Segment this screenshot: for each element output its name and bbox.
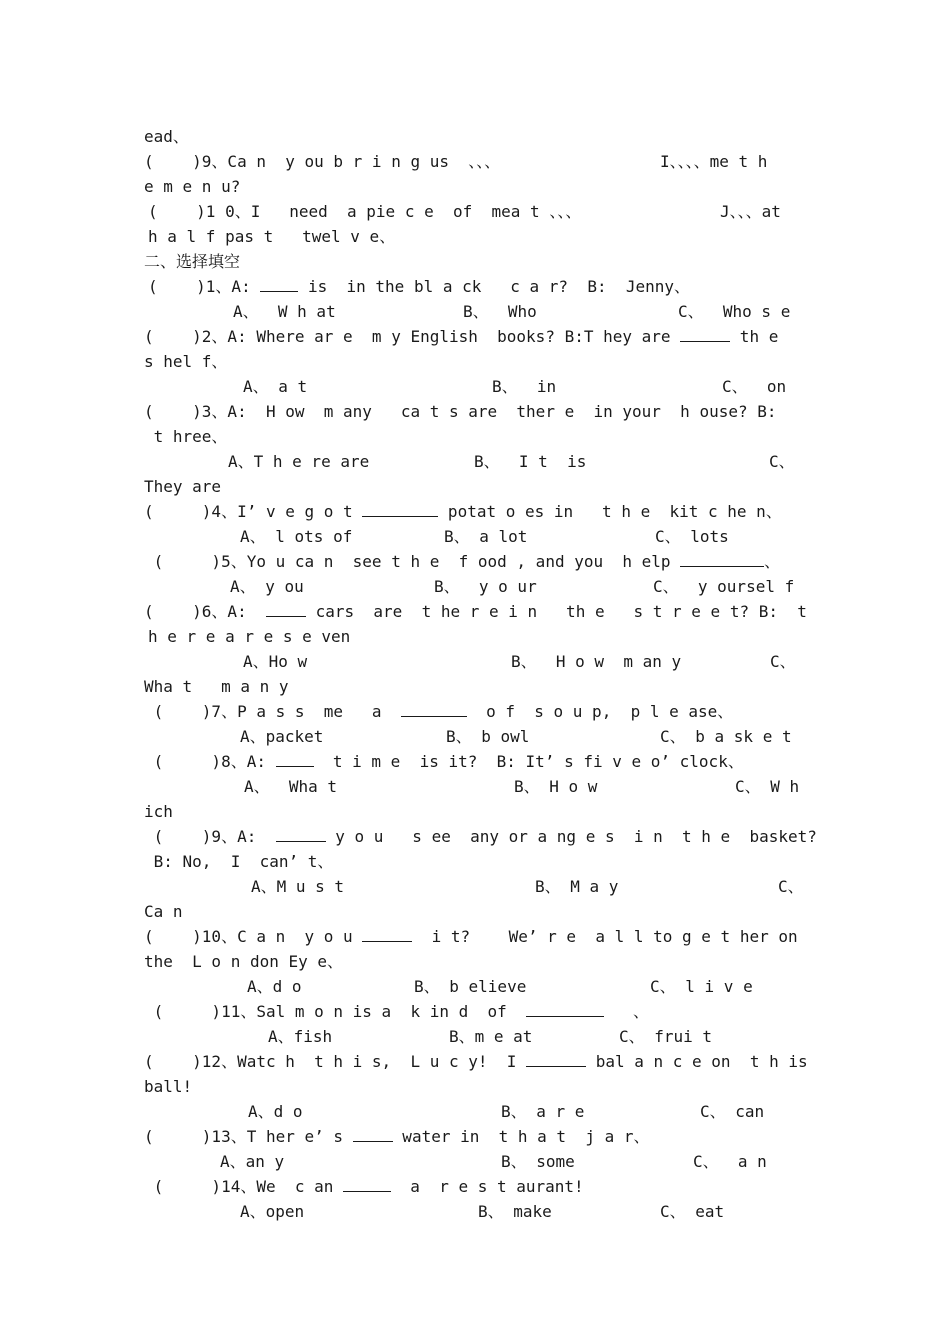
answer-blank[interactable] (343, 1175, 391, 1192)
question-13 (0, 1124, 950, 1149)
question-6 (0, 599, 950, 624)
question-stem: ( )12、Watc h t h i s, L u c y! I bal a n c e on t h is (144, 1052, 808, 1071)
question-3-cont (0, 424, 950, 449)
answer-blank[interactable] (353, 1125, 393, 1142)
option-a: A、fish (268, 1027, 333, 1046)
question-2 (0, 324, 950, 349)
question-3-options (0, 449, 950, 474)
question-6-option-c-cont (0, 674, 950, 699)
part1-q9-text-cont: e m e n u? (144, 177, 241, 196)
answer-blank[interactable] (362, 500, 438, 517)
question-1-options (0, 299, 950, 324)
question-13-options (0, 1149, 950, 1174)
question-3-option-c-cont (0, 474, 950, 499)
text-ead: ead、 (144, 127, 189, 146)
question-6-options (0, 649, 950, 674)
question-stem: ( )5、Yo u ca n see t h e f ood , and you h elp 、 (144, 552, 781, 571)
option-a: A、Ho w (243, 652, 308, 671)
question-stem: ( )4、I’ v e g o t potat o es in t h e kit c he n、 (144, 502, 782, 521)
option-b: B、 H o w m an y (511, 652, 682, 671)
option-a: A、 y ou (230, 577, 304, 596)
question-10 (0, 924, 950, 949)
question-stem-cont: B: No, I can’ t、 (144, 852, 334, 871)
option-a: A、 Wha t (244, 777, 338, 796)
question-stem: ( )8、A: t i m e is it? B: It’ s fi v e o’ clock、 (144, 752, 744, 771)
option-a: A、T h e re are (228, 452, 370, 471)
question-9-cont (0, 849, 950, 874)
question-10-options (0, 974, 950, 999)
option-b: B、 make (478, 1202, 552, 1221)
part1-q10-text: ( )1 0、I need a pie c e of mea t 、、、 (148, 202, 582, 221)
part1-q10-text-cont: h a l f pas t twel v e、 (148, 227, 396, 246)
part1-q10-line (0, 199, 950, 224)
question-stem: ( )13、T her e’ s water in t h a t j a r、 (144, 1127, 650, 1146)
part1-q9-cont (0, 174, 950, 199)
option-b: B、 b elieve (414, 977, 527, 996)
option-b: B、 H o w (514, 777, 598, 796)
option-a: A、d o (248, 1102, 303, 1121)
question-stem: ( )3、A: H ow m any ca t s are ther e in your h ouse? B: (144, 402, 777, 421)
option-a: A、an y (220, 1152, 285, 1171)
option-a: A、d o (247, 977, 302, 996)
question-14 (0, 1174, 950, 1199)
option-c: C、 b a sk e t (660, 727, 792, 746)
question-2-options (0, 374, 950, 399)
question-11 (0, 999, 950, 1024)
question-9 (0, 824, 950, 849)
question-stem: ( )1、A: is in the bl a ck c a r? B: Jenny、 (148, 277, 691, 296)
question-stem: ( )9、A: y o u s ee any or a ng e s i n t h e basket? (144, 827, 817, 846)
option-b: B、 Who (463, 302, 537, 321)
option-a: A、 l ots of (240, 527, 353, 546)
question-9-option-c-cont (0, 899, 950, 924)
answer-blank[interactable] (266, 600, 306, 617)
answer-blank[interactable] (276, 825, 326, 842)
part1-q10-cont (0, 224, 950, 249)
option-a: A、open (240, 1202, 305, 1221)
option-c: C、 on (722, 377, 787, 396)
question-stem: ( )10、C a n y o u i t? We’ r e a l l to g e t her on (144, 927, 798, 946)
option-b: B、 I t is (474, 452, 587, 471)
option-c: C、 (778, 877, 804, 896)
question-1 (0, 274, 950, 299)
section-heading: 二、选择填空 (144, 252, 241, 271)
question-11-options (0, 1024, 950, 1049)
part1-q9-match: I、、、、me t h (660, 152, 768, 171)
question-stem: ( )7、P a s s me a o f s o u p, p l e ase、 (144, 702, 734, 721)
option-b: B、m e at (449, 1027, 533, 1046)
option-c: C、 can (700, 1102, 765, 1121)
question-stem-cont: t hree、 (144, 427, 228, 446)
question-stem: ( )14、We c an a r e s t aurant! (144, 1177, 584, 1196)
part1-q9-text: ( )9、Ca n y ou b r i n g us 、、、 (144, 152, 501, 171)
option-c-text: Wha t m a n y (144, 677, 289, 696)
answer-blank[interactable] (401, 700, 467, 717)
option-b: B、 a r e (501, 1102, 585, 1121)
option-b: B、 a lot (444, 527, 528, 546)
question-5-options (0, 574, 950, 599)
question-7 (0, 699, 950, 724)
option-b: B、 y o ur (434, 577, 537, 596)
question-stem-cont: the L o n don Ey e、 (144, 952, 344, 971)
option-c: C、 (770, 652, 796, 671)
question-8 (0, 749, 950, 774)
question-stem: ( )6、A: cars are t he r e i n th e s t r e e t? B: t (144, 602, 807, 621)
answer-blank[interactable] (526, 1000, 604, 1017)
question-9-options (0, 874, 950, 899)
question-3 (0, 399, 950, 424)
option-c: C、 frui t (619, 1027, 713, 1046)
question-8-option-c-cont (0, 799, 950, 824)
question-stem-cont: ball! (144, 1077, 193, 1096)
question-5 (0, 549, 950, 574)
question-7-options (0, 724, 950, 749)
option-c: C、 (769, 452, 795, 471)
part1-line-ead (0, 124, 950, 149)
question-10-cont (0, 949, 950, 974)
answer-blank[interactable] (526, 1050, 586, 1067)
option-b: B、 M a y (535, 877, 619, 896)
question-12-cont (0, 1074, 950, 1099)
answer-blank[interactable] (680, 550, 764, 567)
part1-q9-line (0, 149, 950, 174)
option-a: A、packet (240, 727, 324, 746)
question-2-cont (0, 349, 950, 374)
question-8-options (0, 774, 950, 799)
option-b: B、 some (501, 1152, 575, 1171)
question-12 (0, 1049, 950, 1074)
option-b: B、 in (492, 377, 557, 396)
option-c-text: ich (144, 802, 173, 821)
question-stem: ( )2、A: Where ar e m y English books? B:T hey are th e (144, 327, 779, 346)
answer-blank[interactable] (260, 275, 298, 292)
option-c: C、 l i v e (650, 977, 753, 996)
option-a: A、 a t (243, 377, 308, 396)
part1-q10-match: J、、、at (720, 202, 781, 221)
option-c: C、 W h (735, 777, 800, 796)
answer-blank[interactable] (362, 925, 412, 942)
answer-blank[interactable] (680, 325, 730, 342)
option-c: C、 eat (660, 1202, 725, 1221)
option-c-text: Ca n (144, 902, 183, 921)
question-6-cont (0, 624, 950, 649)
question-4 (0, 499, 950, 524)
question-4-options (0, 524, 950, 549)
option-c: C、 Who s e (678, 302, 791, 321)
option-c: C、 a n (693, 1152, 767, 1171)
option-b: B、 b owl (446, 727, 530, 746)
question-stem-cont: h e r e a r e s e ven (148, 627, 351, 646)
option-c: C、 lots (655, 527, 729, 546)
option-c: C、 y oursel f (653, 577, 795, 596)
option-a: A、 W h at (233, 302, 336, 321)
question-12-options (0, 1099, 950, 1124)
option-a: A、M u s t (251, 877, 345, 896)
section2-heading-line (0, 249, 950, 274)
question-stem: ( )11、Sal m o n is a k in d of 、 (144, 1002, 649, 1021)
option-c-text: They are (144, 477, 222, 496)
question-14-options (0, 1199, 950, 1224)
answer-blank[interactable] (276, 750, 314, 767)
question-stem-cont: s hel f、 (144, 352, 228, 371)
